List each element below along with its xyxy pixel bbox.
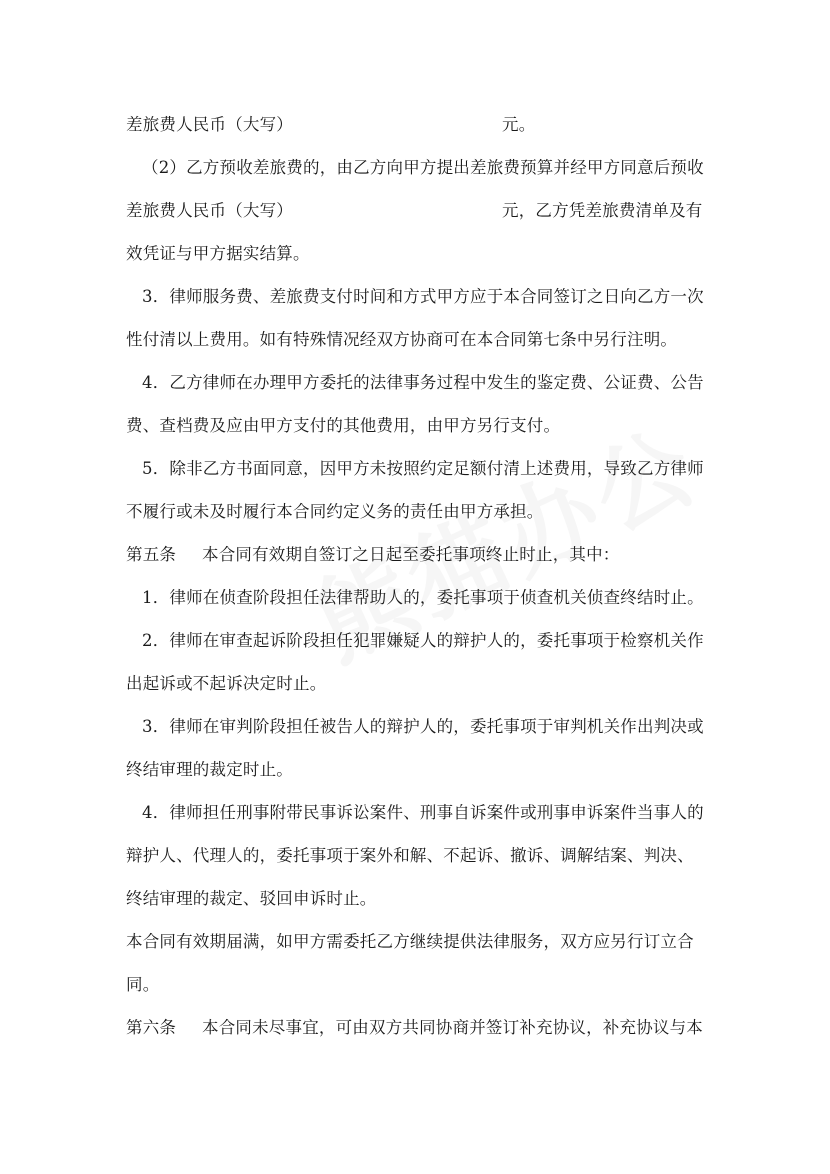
text-line (142, 587, 704, 609)
text-line (126, 673, 326, 695)
text-segment: 4．律师担任刑事附带民事诉讼案件、刑事自诉案件或刑事申诉案件当事人的 (142, 803, 704, 822)
text-line (126, 114, 293, 136)
text-segment: 本合同未尽事宜，可由双方共同协商并签订补充协议，补充协议与本 (202, 1018, 703, 1037)
article-heading (126, 544, 176, 566)
text-line (126, 243, 310, 265)
text-segment: 不履行或未及时履行本合同约定义务的责任由甲方承担。 (126, 502, 544, 521)
text-segment: 元，乙方凭差旅费清单及有 (502, 201, 703, 220)
text-line (502, 114, 535, 136)
text-segment: 同。 (126, 975, 160, 994)
text-segment: 差旅费人民币（大写） (126, 115, 293, 134)
article-heading (126, 1017, 176, 1039)
text-segment: 3．律师在审判阶段担任被告人的辩护人的，委托事项于审判机关作出判决或 (142, 717, 704, 736)
text-line (502, 200, 702, 222)
text-line (126, 974, 159, 996)
text-line (126, 329, 677, 351)
text-segment: 性付清以上费用。如有特殊情况经双方协商可在本合同第七条中另行注明。 (126, 330, 678, 349)
text-line (202, 1017, 703, 1039)
text-segment: 本合同有效期届满，如甲方需委托乙方继续提供法律服务，双方应另行订立合 (126, 932, 694, 951)
text-segment: 2．律师在审查起诉阶段担任犯罪嫌疑人的辩护人的，委托事项于检察机关作 (142, 631, 704, 650)
text-line (126, 501, 544, 523)
text-line (202, 544, 620, 566)
text-segment: 效凭证与甲方据实结算。 (126, 244, 310, 263)
text-line (126, 200, 293, 222)
text-line (142, 286, 704, 308)
text-line (142, 157, 704, 179)
text-segment: 4．乙方律师在办理甲方委托的法律事务过程中发生的鉴定费、公证费、公告 (142, 373, 704, 392)
text-segment: 元。 (502, 115, 536, 134)
text-line (142, 458, 704, 480)
text-segment: 出起诉或不起诉决定时止。 (126, 674, 327, 693)
text-line (126, 845, 694, 867)
text-line (142, 372, 704, 394)
text-segment: 费、查档费及应由甲方支付的其他费用，由甲方另行支付。 (126, 416, 561, 435)
text-line (126, 759, 293, 781)
text-segment: 1．律师在侦查阶段担任法律帮助人的，委托事项于侦查机关侦查终结时止。 (142, 588, 704, 607)
text-line (126, 888, 377, 910)
text-line (126, 415, 560, 437)
text-segment: （2）乙方预收差旅费的，由乙方向甲方提出差旅费预算并经甲方同意后预收 (142, 158, 704, 177)
text-line (142, 716, 704, 738)
text-line (142, 630, 704, 652)
text-segment: 5．除非乙方书面同意，因甲方未按照约定足额付清上述费用，导致乙方律师 (142, 459, 704, 478)
article-number: 第五条 (126, 545, 177, 564)
article-number: 第六条 (126, 1018, 177, 1037)
text-segment: 终结审理的裁定、驳回申诉时止。 (126, 889, 377, 908)
text-segment: 本合同有效期自签订之日起至委托事项终止时止，其中： (202, 545, 620, 564)
text-line (142, 802, 704, 824)
text-segment: 辩护人、代理人的，委托事项于案外和解、不起诉、撤诉、调解结案、判决、 (126, 846, 694, 865)
text-segment: 终结审理的裁定时止。 (126, 760, 293, 779)
text-line (126, 931, 694, 953)
text-segment: 3．律师服务费、差旅费支付时间和方式甲方应于本合同签订之日向乙方一次 (142, 287, 704, 306)
text-segment: 差旅费人民币（大写） (126, 201, 293, 220)
